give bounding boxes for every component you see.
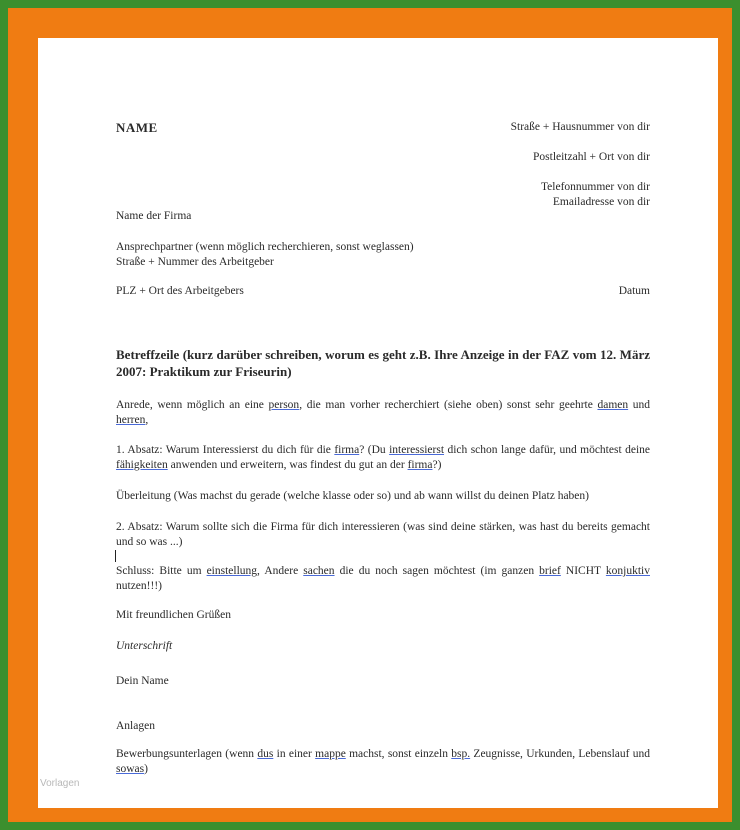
closing-paragraph: Schluss: Bitte um einstellung, Andere sachen die du noch sagen möchtest (im ganzen brief NICHT konjuktiv nutzen!!!) — [116, 565, 650, 592]
salutation: Anrede, wenn möglich an eine person, die man vorher recherchiert (siehe oben) sonst sehr geehrte damen und herren, — [116, 399, 651, 426]
orange-frame — [8, 8, 732, 822]
paragraph-1: 1. Absatz: Warum Interessierst du dich für die firma? (Du interessierst dich schon lange dafür, und möchtest deine fähigkeiten anwenden und erweitern, was findest du gut an der firma?) — [116, 444, 650, 471]
sender-phone: Telefonnummer von dir — [540, 181, 650, 193]
attachments-list: Bewerbungsunterlagen (wenn dus in einer mappe machst, sonst einzeln bsp. Zeugnisse, Urkunden, Lebenslauf und sowas) — [116, 748, 650, 775]
recipient-contact: Ansprechpartner (wenn möglich recherchieren, sonst weglassen) — [116, 241, 414, 253]
recipient-company: Name der Firma — [116, 210, 192, 222]
sender-email: Emailadresse von dir — [552, 196, 650, 208]
watermark: Vorlagen — [40, 778, 80, 789]
subject-line: Betreffzeile (kurz darüber schreiben, worum es geht z.B. Ihre Anzeige in der FAZ vom 12. März 2007: Praktikum zur Friseurin) — [116, 347, 650, 379]
paragraph-2: 2. Absatz: Warum sollte sich die Firma für dich interessieren (was sind deine stärken, was hast du bereits gemacht und so was ...) — [116, 521, 650, 548]
signature: Unterschrift — [116, 640, 173, 652]
letter-date: Datum — [618, 285, 650, 297]
sender-zip-city: Postleitzahl + Ort von dir — [533, 151, 650, 163]
sender-street: Straße + Hausnummer von dir — [510, 121, 650, 133]
letter-page — [38, 38, 718, 808]
signer-name: Dein Name — [116, 675, 169, 687]
sender-name: NAME — [116, 120, 158, 135]
attachments-label: Anlagen — [116, 720, 155, 732]
recipient-zip-city: PLZ + Ort des Arbeitgebers — [116, 285, 244, 297]
greeting: Mit freundlichen Grüßen — [116, 609, 231, 621]
transition-paragraph: Überleitung (Was machst du gerade (welche klasse oder so) und ab wann willst du deinen Platz haben) — [116, 490, 589, 502]
text-cursor — [115, 550, 116, 562]
recipient-street: Straße + Nummer des Arbeitgeber — [116, 256, 274, 268]
